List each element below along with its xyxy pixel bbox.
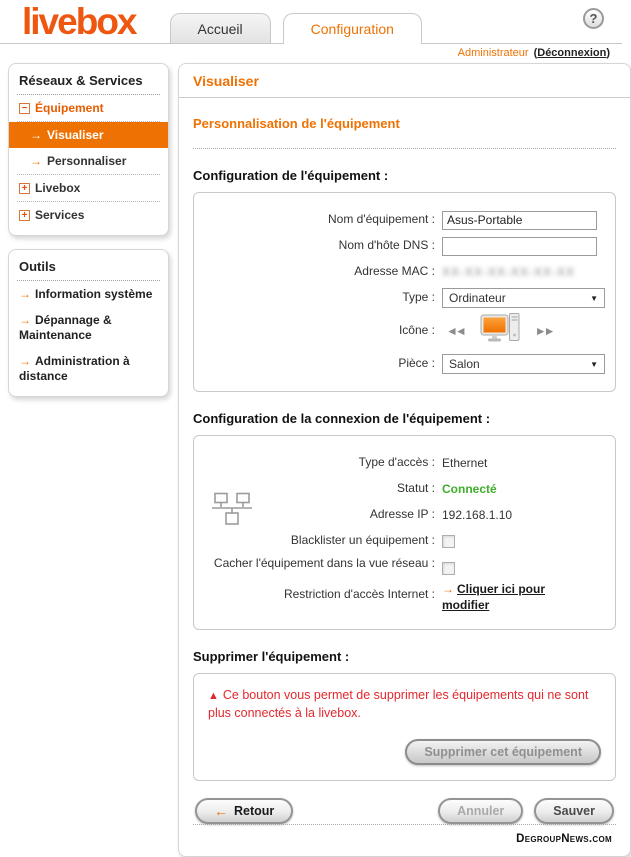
room-select-value: Salon	[449, 357, 480, 371]
actions-row	[195, 798, 614, 824]
type-label: Type :	[402, 290, 435, 305]
sidebar-title-services: Réseaux & Services	[17, 70, 160, 95]
sidebar-panel-services	[8, 63, 169, 236]
user-role: Administrateur	[457, 47, 529, 59]
blacklist-label: Blacklister un équipement :	[290, 533, 435, 548]
delete-warning	[208, 687, 601, 722]
hide-device-checkbox[interactable]	[442, 562, 455, 575]
icon-label: Icône :	[398, 323, 435, 338]
sidebar-item-label: Équipement	[35, 101, 104, 115]
branding-logo: DegroupNews.com	[516, 833, 612, 846]
top-header	[0, 0, 622, 44]
connection-config-box	[193, 435, 616, 630]
access-type-label: Type d'accès :	[358, 455, 435, 470]
hide-device-row	[204, 556, 605, 578]
paren-close: )	[606, 47, 610, 59]
delete-box	[193, 673, 616, 781]
restriction-modify-link[interactable]: Cliquer ici pour modifier	[442, 582, 546, 612]
restriction-modify-link-wrap	[442, 582, 584, 613]
page-title: Visualiser	[179, 64, 630, 98]
arrow-right-icon: →	[19, 287, 31, 301]
room-row	[204, 353, 605, 375]
sidebar-item-personnaliser[interactable]	[17, 148, 160, 175]
ip-address-row	[204, 504, 605, 526]
internet-restriction-label: Restriction d'accès Internet :	[283, 587, 435, 601]
panel-footer	[193, 824, 616, 848]
ip-address-value: 192.168.1.10	[442, 508, 513, 522]
device-name-row	[204, 209, 605, 231]
mac-address-value-redacted: XX-XX-XX-XX-XX-XX	[442, 265, 576, 279]
sidebar-title-tools: Outils	[17, 256, 160, 281]
sidebar-panel-tools	[8, 249, 169, 397]
dns-hostname-label: Nom d'hôte DNS :	[338, 238, 435, 253]
equipment-config-box	[193, 192, 616, 392]
sidebar-item-label: Personnaliser	[47, 154, 127, 168]
sidebar-item-services[interactable]	[17, 202, 160, 228]
internet-restriction-row	[204, 582, 605, 613]
arrow-right-icon: →	[30, 154, 42, 168]
separator	[193, 148, 616, 149]
help-icon[interactable]: ?	[583, 8, 604, 29]
expand-icon[interactable]: +	[19, 210, 30, 221]
collapse-icon[interactable]: −	[19, 103, 30, 114]
mac-address-label: Adresse MAC :	[354, 264, 435, 279]
arrow-right-icon: →	[19, 313, 31, 327]
sidebar	[8, 63, 169, 410]
dns-hostname-row	[204, 235, 605, 257]
network-icon	[210, 492, 254, 529]
tool-item-label: Dépannage & Maintenance	[19, 313, 112, 342]
section-subtitle: Personnalisation de l'équipement	[193, 116, 400, 131]
ip-address-label: Adresse IP :	[369, 507, 435, 522]
room-label: Pièce :	[398, 356, 435, 371]
delete-heading: Supprimer l'équipement :	[193, 649, 350, 665]
arrow-right-icon: →	[442, 582, 454, 596]
access-type-row	[204, 452, 605, 474]
sidebar-item-administration-distance[interactable]	[17, 348, 160, 389]
tab-configuration[interactable]: Configuration	[283, 13, 422, 44]
arrow-left-icon: ←	[214, 803, 228, 820]
sidebar-item-visualiser[interactable]	[9, 122, 168, 148]
delete-warning-text: Ce bouton vous permet de supprimer les équipements qui ne sont plus connectés à la livebox.	[208, 688, 589, 720]
save-button[interactable]: Sauver	[534, 798, 614, 824]
back-button[interactable]	[195, 798, 293, 824]
sidebar-item-livebox[interactable]	[17, 175, 160, 202]
icon-carousel	[446, 313, 556, 349]
hide-device-label: Cacher l'équipement dans la vue réseau :	[213, 556, 435, 570]
sidebar-item-label: Visualiser	[47, 128, 104, 142]
device-name-label: Nom d'équipement :	[327, 212, 435, 227]
blacklist-row	[204, 530, 605, 552]
sidebar-item-depannage-maintenance[interactable]	[17, 307, 160, 348]
device-name-input[interactable]	[442, 211, 597, 230]
sidebar-item-label: Livebox	[35, 181, 81, 195]
status-badge: Connecté	[442, 482, 497, 496]
blacklist-checkbox[interactable]	[442, 535, 455, 548]
status-row	[204, 478, 605, 500]
type-select[interactable]	[442, 288, 605, 308]
mac-address-row	[204, 261, 605, 283]
access-type-value: Ethernet	[442, 456, 488, 470]
sidebar-item-information-systeme[interactable]	[17, 281, 160, 307]
arrow-right-icon: →	[19, 354, 31, 368]
previous-icon-button[interactable]: ◄◄	[446, 324, 464, 338]
back-button-label: Retour	[234, 804, 275, 819]
content-columns	[0, 60, 622, 857]
chevron-down-icon: ▼	[590, 359, 598, 369]
sidebar-item-equipement[interactable]	[17, 95, 160, 122]
type-select-value: Ordinateur	[449, 291, 506, 305]
type-row	[204, 287, 605, 309]
main-body	[179, 98, 630, 856]
status-label: Statut :	[396, 481, 435, 496]
expand-icon[interactable]: +	[19, 183, 30, 194]
tool-item-label: Information système	[35, 287, 153, 301]
main-panel	[178, 63, 631, 857]
next-icon-button[interactable]: ►►	[534, 324, 553, 338]
cancel-button[interactable]: Annuler	[438, 798, 523, 824]
equipment-config-heading: Configuration de l'équipement :	[193, 168, 389, 183]
sidebar-item-label: Services	[35, 208, 85, 222]
chevron-down-icon: ▼	[590, 293, 598, 303]
logout-link[interactable]: Déconnexion	[537, 47, 607, 59]
dns-hostname-input[interactable]	[442, 237, 597, 256]
livebox-logo: livebox	[22, 1, 136, 42]
session-bar	[0, 44, 622, 60]
paren-open: (	[533, 47, 538, 59]
tab-bar	[170, 13, 434, 43]
computer-icon	[480, 313, 522, 349]
tab-accueil[interactable]: Accueil	[170, 13, 271, 43]
tool-item-label: Administration à distance	[19, 354, 130, 383]
warning-triangle-icon: ▲	[208, 690, 219, 703]
room-select[interactable]	[442, 354, 605, 374]
arrow-right-icon: →	[30, 128, 42, 142]
icon-row	[204, 313, 605, 349]
connection-config-heading: Configuration de la connexion de l'équipement :	[193, 411, 491, 426]
delete-device-button[interactable]: Supprimer cet équipement	[405, 739, 601, 765]
